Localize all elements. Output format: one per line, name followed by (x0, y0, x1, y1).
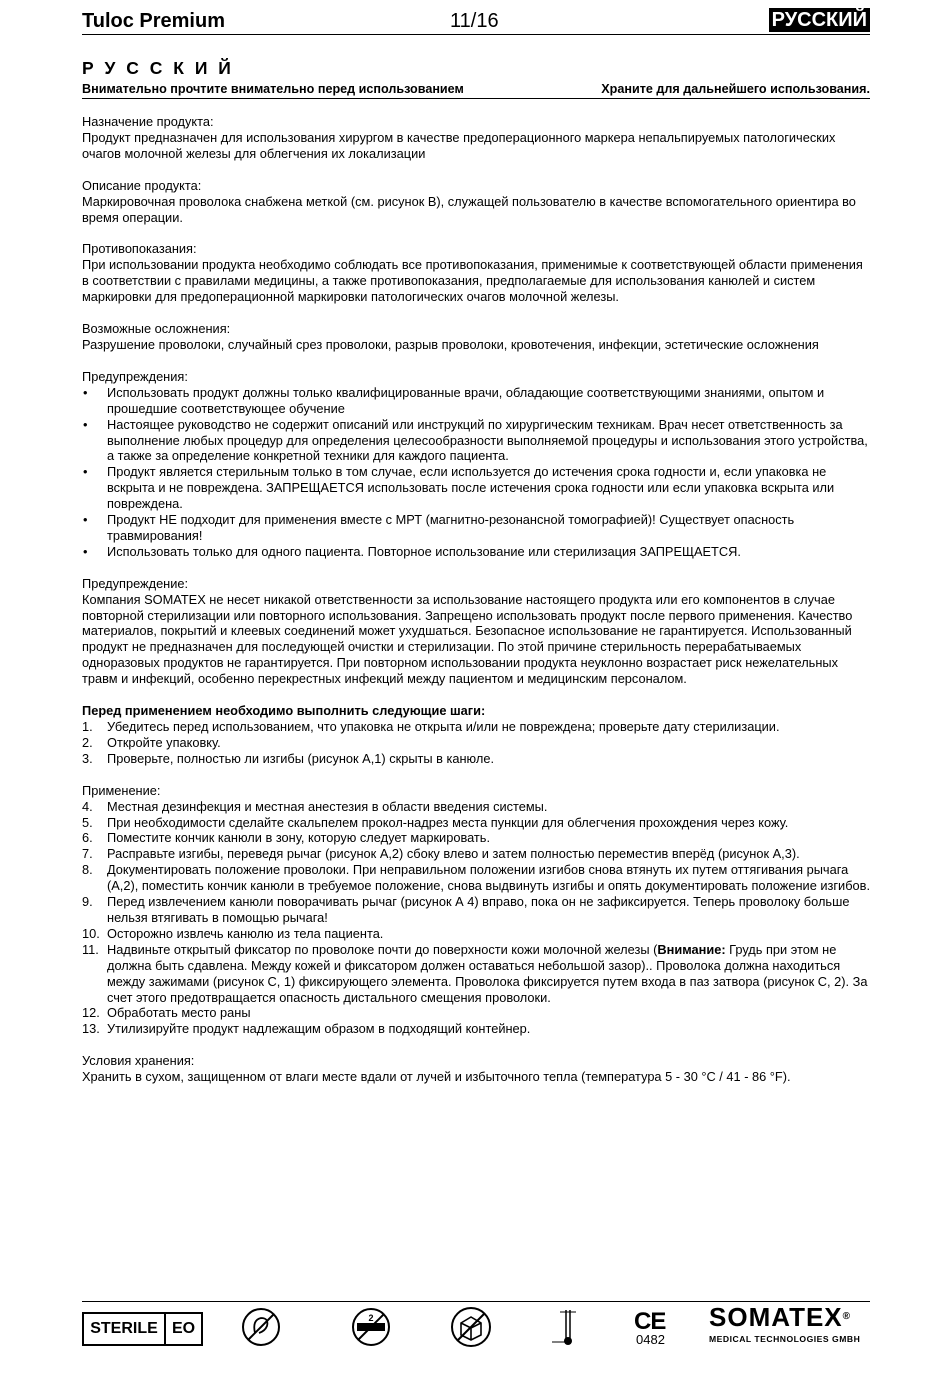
step-text: Убедитесь перед использованием, что упаковка не открыта и/или не повреждена; проверьте дату стерилизации. (107, 719, 780, 734)
brand-text: SOMATEX (709, 1302, 843, 1332)
brand-subtitle: MEDICAL TECHNOLOGIES GMBH (709, 1334, 861, 1344)
step-text: Проверьте, полностью ли изгибы (рисунок А,1) скрыты в канюле. (107, 750, 494, 766)
step-text: Расправьте изгибы, переведя рычаг (рисунок А,2) сбоку влево и затем полностью переместив вперёд (рисунок А,3). (107, 846, 800, 862)
list-item: • Настоящее руководство не содержит описаний или инструкций по хирургическим техникам. Врач несет ответственность за выполнение любых процедур для определения целесообразности выполняемой процедуры и использования этого устройства, а также за определение конкретной техники для каждого пациента. (82, 417, 870, 465)
ce-mark: CE (634, 1308, 666, 1335)
list-item (82, 830, 870, 846)
brand-name (709, 1304, 870, 1330)
list-item (82, 719, 870, 735)
section-heading: Применение: (82, 782, 161, 798)
step-number: 11. (82, 941, 99, 957)
section-contraindications (82, 241, 870, 305)
step-text: Осторожно извлечь канюлю из тела пациента. (107, 925, 384, 941)
step-number: 9. (82, 894, 93, 910)
step-text-pre: Надвиньте открытый фиксатор по проволоке почти до поверхности кожи молочной железы ( (107, 941, 658, 957)
footer-symbols (82, 1302, 870, 1354)
page-number: 11/16 (450, 10, 499, 32)
step-number: 13. (82, 1021, 100, 1037)
instructions-subheader (82, 81, 870, 99)
list-item (82, 751, 870, 767)
read-carefully-note: Внимательно прочтите внимательно перед использованием (82, 82, 464, 96)
step-text: Местная дезинфекция и местная анестезия в области введения системы. (107, 798, 548, 814)
list-item (82, 1021, 870, 1037)
sterile-label: STERILE (84, 1314, 166, 1344)
list-item: • Продукт является стерильным только в том случае, если используется до истечения срока годности и, если упаковка не вскрыта и не повреждена. ЗАПРЕЩАЕТСЯ использовать после истечения срока годности или если упаковка вскрыта или повреждена. (82, 464, 870, 512)
step-number: 5. (82, 814, 93, 830)
application-list (82, 799, 870, 1038)
section-heading: Назначение продукта: (82, 114, 214, 129)
notified-body-number: 0482 (636, 1332, 665, 1347)
section-steps-before (82, 703, 870, 767)
document-body (82, 58, 870, 1085)
step-number: 3. (82, 750, 93, 766)
steps-list (82, 719, 870, 767)
svg-text:2: 2 (368, 1313, 374, 1323)
sterile-eo-symbol (82, 1312, 203, 1346)
step-number: 6. (82, 830, 93, 846)
section-heading: Противопоказания: (82, 241, 197, 257)
step-number: 1. (82, 719, 93, 734)
list-item (82, 1005, 870, 1021)
language-badge: РУССКИЙ (769, 8, 870, 32)
list-item (82, 799, 870, 815)
page-header (82, 8, 870, 35)
list-item (82, 862, 870, 894)
list-item (82, 846, 870, 862)
section-text: Хранить в сухом, защищенном от влаги месте вдали от лучей и избыточного тепла (температура 5 - 30 °C / 41 - 86 °F). (82, 1069, 791, 1085)
section-text: Маркировочная проволока снабжена меткой (см. рисунок В), служащей пользователю в качестве вспомогательного ориентира во время операции. (82, 193, 856, 225)
section-heading: Описание продукта: (82, 177, 202, 193)
step-text: Утилизируйте продукт надлежащим образом в подходящий контейнер. (107, 1021, 531, 1037)
section-heading: Предупреждение: (82, 575, 189, 591)
step-text-post: Грудь при этом не должна быть сдавлена. Между кожей и фиксатором должен оставаться небольшой зазор).. Проволока должна находиться между зажимами (рисунок С, 1) фиксирующего элемента. Проволока фиксируется путем входа в паз затвора (рисунок С, 2). За счет этого предотвращается опасность дистального смещения проволоки. (107, 941, 868, 1005)
section-caution (82, 576, 870, 687)
warnings-list (82, 385, 870, 560)
section-text: Компания SOMATEX не несет никакой ответственности за использование настоящего продукта или его компонентов в случае повторной стерилизации или повторного использования. Запрещено использовать продукт после первого применения. Качество материалов, покрытий и клеевых соединений может ухудшаться. Безопасное использование не гарантируется. Использованный продукт не предназначен для последующей очистки и стерилизации. По этой причине стерильность перерабатываемых одноразовых продуктов не гарантируется. При повторном использовании продукта неуклонно возрастает риск нежелательных травм и инфекций, особенно перекрестных инфекций между пациентом и медицинским персоналом. (82, 591, 853, 687)
section-heading: Перед применением необходимо выполнить следующие шаги: (82, 703, 486, 719)
registered-mark: ® (842, 1311, 852, 1322)
section-complications (82, 321, 870, 353)
list-item (82, 815, 870, 831)
section-storage (82, 1053, 870, 1085)
somatex-logo (709, 1304, 870, 1344)
temperature-limit-icon (548, 1304, 588, 1350)
step-text: Поместите кончик канюли в зону, которую следует маркировать. (107, 830, 491, 846)
list-item (82, 894, 870, 926)
step-text: Документировать положение проволоки. При неправильном положении изгибов снова втянуть их путем оттягивания рычага (А,2), поместить кончик канюли в требуемое положение, снова выдвинуть изгибы и опять документировать положение изгибов. (107, 862, 870, 894)
list-item (82, 926, 870, 942)
keep-for-reference-note: Храните для дальнейшего использования. (601, 82, 870, 96)
do-not-use-if-damaged-icon (449, 1305, 493, 1349)
list-item (82, 942, 870, 1006)
section-warnings (82, 369, 870, 560)
step-text: Перед извлечением канюли поворачивать рычаг (рисунок А 4) вправо, пока он не зафиксируется. Теперь проволоку больше нельзя втягивать в помощью рычага! (107, 894, 850, 925)
step-text: Обработать место раны (107, 1005, 251, 1021)
section-text: Разрушение проволоки, случайный срез проволоки, разрыв проволоки, кровотечения, инфекции, эстетические осложнения (82, 336, 819, 352)
step-number: 8. (82, 862, 93, 878)
step-text: При необходимости сделайте скальпелем прокол-надрез места пункции для облегчения прохождения через кожу. (107, 814, 789, 830)
section-purpose (82, 114, 870, 162)
step-number: 7. (82, 846, 93, 862)
do-not-reuse-icon (240, 1306, 282, 1348)
attention-label: Внимание: (657, 941, 726, 957)
document-title: Tuloc Premium (82, 10, 225, 32)
step-number: 12. (82, 1005, 100, 1021)
do-not-resterilize-icon (350, 1306, 392, 1348)
list-item: • Использовать продукт должны только квалифицированные врачи, обладающие соответствующими знаниями, опытом и прошедшие соответствующее обучение (82, 385, 870, 417)
step-number: 10. (82, 925, 100, 941)
list-item (82, 735, 870, 751)
section-text: При использовании продукта необходимо соблюдать все противопоказания, применимые к соответствующей области применения в соответствии с правилами медицины, а также противопоказания, предполагаемые для использования канюлей и систем маркировки для предоперационной маркировки патологических очагов молочной железы. (82, 257, 863, 305)
section-application (82, 783, 870, 1038)
section-description (82, 178, 870, 226)
section-heading: Предупреждения: (82, 368, 188, 384)
section-heading: Возможные осложнения: (82, 321, 231, 337)
list-item: • Использовать только для одного пациента. Повторное использование или стерилизация ЗАПРЕЩАЕТСЯ. (82, 544, 870, 560)
section-text: Продукт предназначен для использования хирургом в качестве предоперационного маркера непальпируемых патологических очагов молочной железы для облегчения их локализации (82, 129, 836, 161)
step-number: 4. (82, 798, 93, 814)
step-number: 2. (82, 734, 93, 750)
language-heading: Р У С С К И Й (82, 58, 234, 78)
eo-label: EO (171, 1320, 196, 1337)
step-text: Откройте упаковку. (107, 734, 221, 750)
list-item: • Продукт НЕ подходит для применения вместе с МРТ (магнитно-резонансной томографией)! Существует опасность травмирования! (82, 512, 870, 544)
section-heading: Условия хранения: (82, 1053, 195, 1069)
